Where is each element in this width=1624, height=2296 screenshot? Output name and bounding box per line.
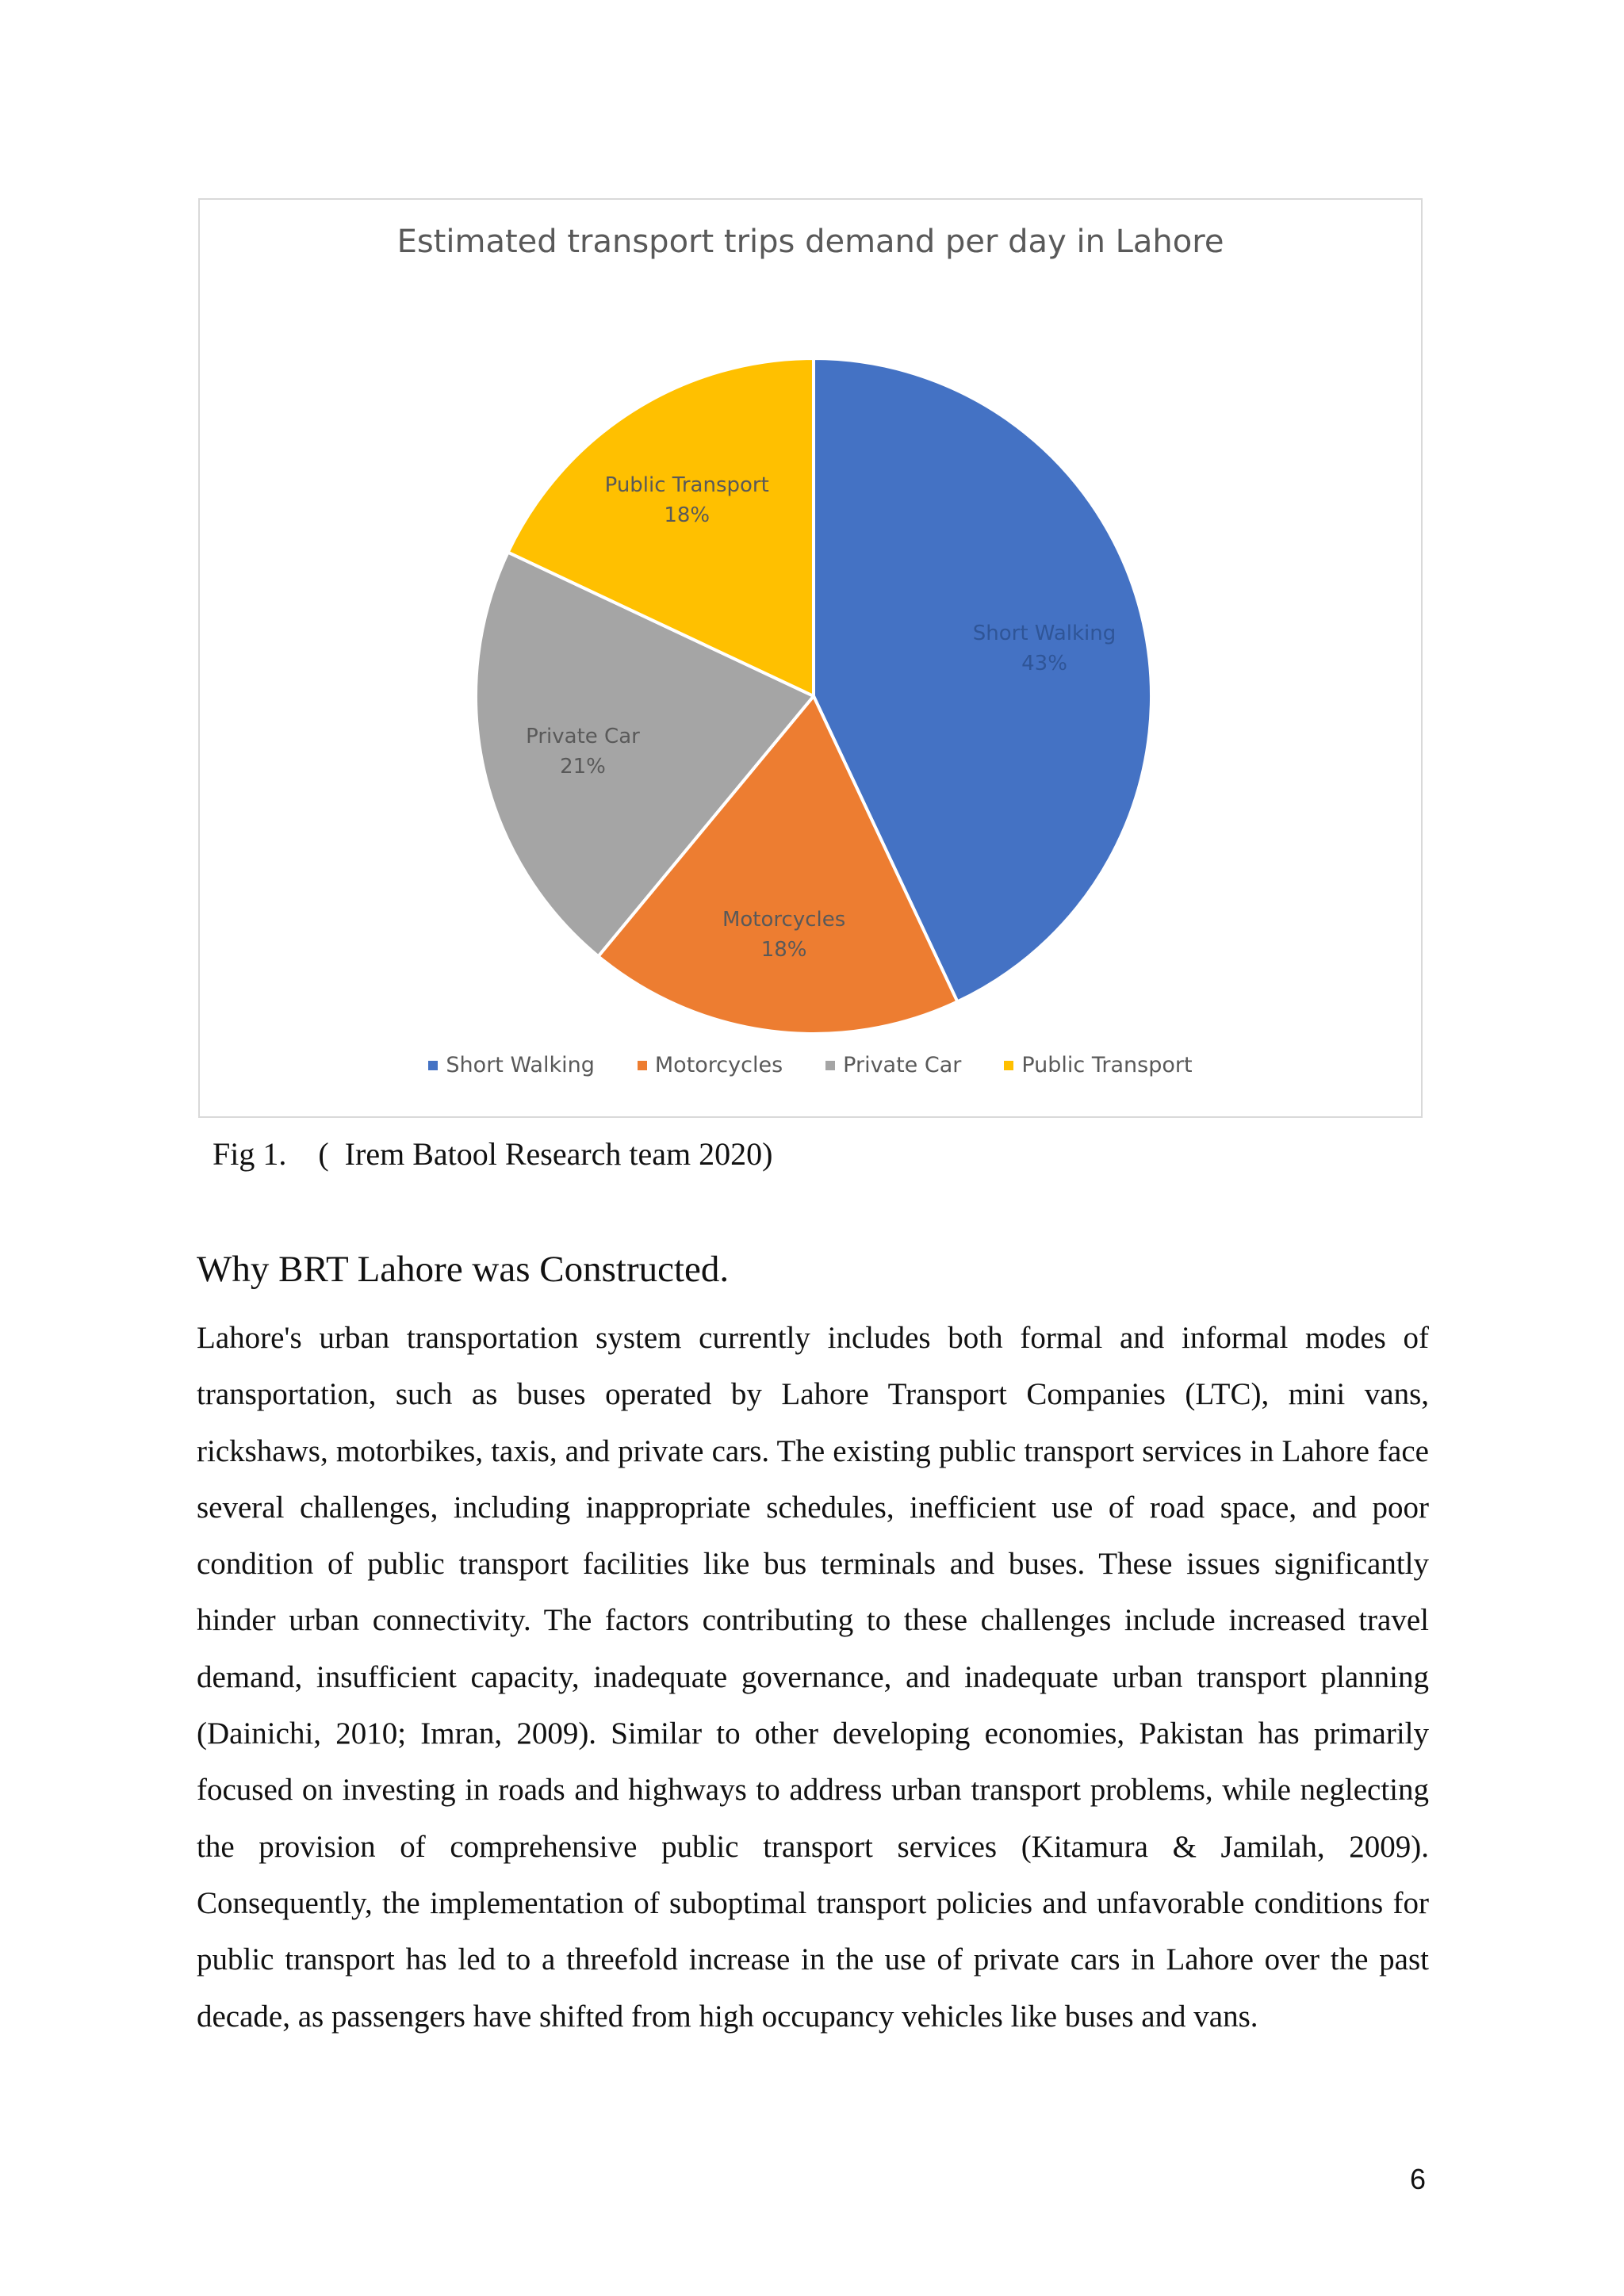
body-paragraph: Lahore's urban transportation system currently includes both formal and informal modes of transportation, such as buses operated by Lahore Transport Companies (LTC), mini vans, rickshaws, motorbikes, taxis, and private cars. The existing public transport services in Lahore face several challenges, including inappropriate schedules, inefficient use of road space, and poor condition of public transport facilities like bus terminals and buses. These issues significantly hinder urban connectivity. The factors contributing to these challenges include increased travel demand, insufficient capacity, inadequate governance, and inadequate urban transport planning (Dainichi, 2010; Imran, 2009). Similar to other developing economies, Pakistan has primarily focused on investing in roads and highways to address urban transport problems, while neglecting the provision of comprehensive public transport services (Kitamura & Jamilah, 2009). Consequently, the implementation of suboptimal transport policies and unfavorable conditions for public transport has led to a threefold increase in the use of private cars in Lahore over the past decade, as passengers have shifted from high occupancy vehicles like buses and vans. xyxy=(197,1321,1429,2034)
slice-label-name: Motorcycles xyxy=(722,907,846,932)
slice-label-value: 21% xyxy=(560,755,606,779)
legend-item xyxy=(1004,1053,1192,1077)
legend-swatch xyxy=(1004,1061,1013,1070)
legend-item xyxy=(428,1053,594,1077)
legend-swatch xyxy=(428,1061,438,1070)
chart-title: Estimated transport trips demand per day in Lahore xyxy=(396,224,1224,260)
legend-swatch xyxy=(638,1061,647,1070)
pie-chart xyxy=(198,198,1423,1118)
slice-label-value: 43% xyxy=(1021,651,1067,675)
legend-item xyxy=(825,1053,961,1077)
legend-item xyxy=(638,1053,783,1077)
legend-label: Motorcycles xyxy=(654,1053,783,1077)
slice-label-name: Private Car xyxy=(526,725,640,749)
legend-label: Short Walking xyxy=(446,1053,595,1077)
chart-legend xyxy=(200,1053,1421,1077)
figure-caption: Fig 1. ( Irem Batool Research team 2020) xyxy=(213,1136,773,1172)
pie-chart-plot xyxy=(200,200,1421,1116)
slice-label-name: Short Walking xyxy=(972,621,1116,645)
page-number: 6 xyxy=(1410,2163,1427,2195)
section-heading: Why BRT Lahore was Constructed. xyxy=(197,1249,730,1290)
legend-label: Public Transport xyxy=(1021,1053,1193,1077)
legend-swatch xyxy=(825,1061,835,1070)
slice-label-value: 18% xyxy=(664,503,710,528)
slice-label-value: 18% xyxy=(760,937,807,962)
slice-label-name: Public Transport xyxy=(604,473,769,498)
legend-label: Private Car xyxy=(843,1053,962,1077)
